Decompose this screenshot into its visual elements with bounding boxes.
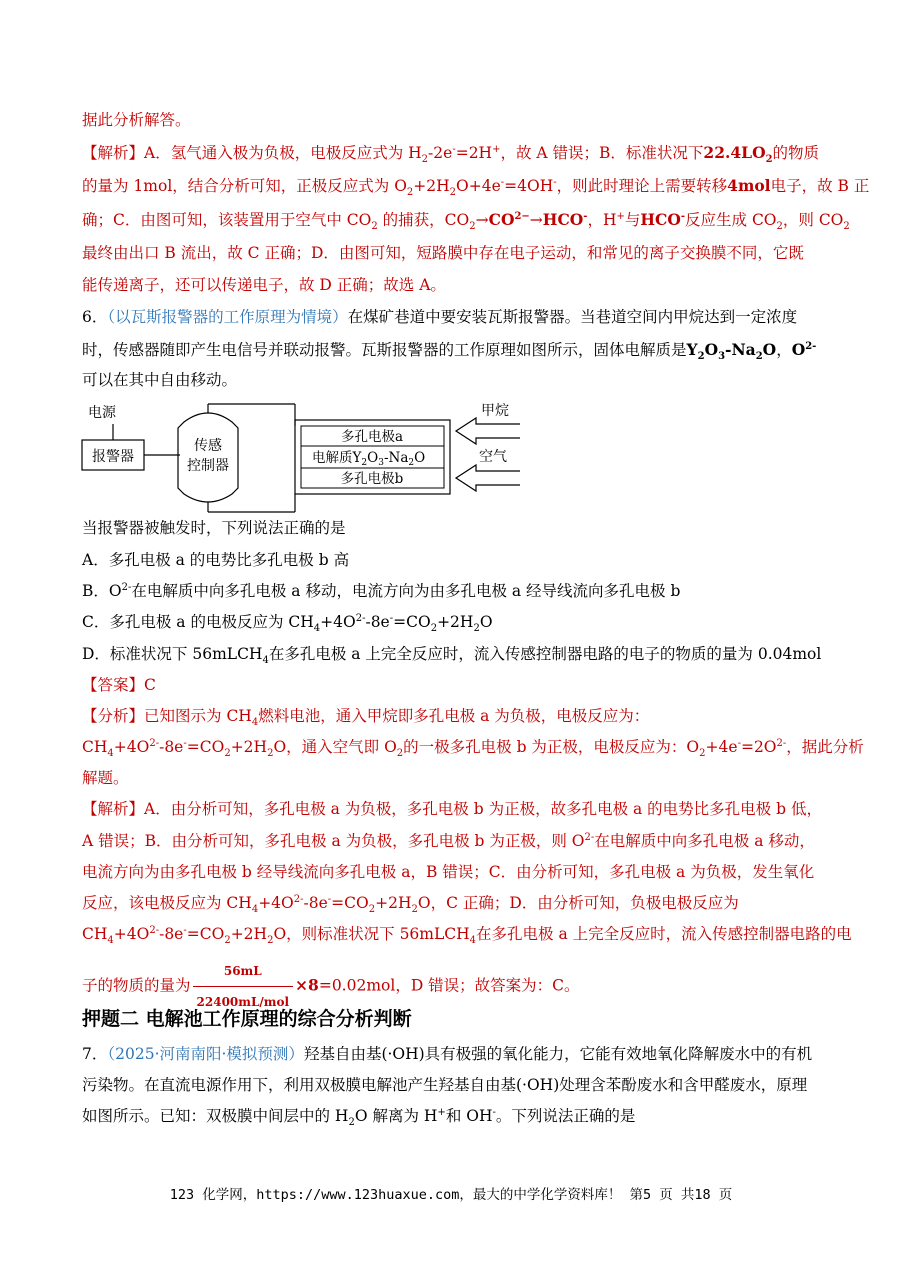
superscript: -: [583, 210, 588, 222]
question-6-stem: [82, 518, 346, 538]
analysis-tag: 【分析】: [82, 707, 145, 725]
superscript: -: [183, 737, 187, 749]
air-label: 空气: [479, 449, 507, 465]
section-heading: 押题二 电解池工作原理的综合分析判断: [82, 1008, 412, 1030]
text: C．多孔电极 a 的电极反应为 CH: [82, 613, 314, 631]
electrode-b-label: 多孔电极b: [340, 471, 404, 487]
subscript: 2: [473, 623, 480, 635]
superscript: 2-: [293, 893, 304, 905]
text: =0.02mol，D 错误；故答案为：C。: [318, 976, 580, 995]
text: ，则 CO: [782, 211, 844, 229]
text: O，则标准状况下 56mLCH: [273, 925, 470, 943]
subscript: 3: [718, 351, 726, 363]
subscript: 2: [755, 351, 763, 363]
text: 据此分析解答。: [82, 111, 191, 129]
superscript: +: [616, 210, 625, 222]
text: +4O: [113, 738, 150, 756]
text: 的捕获，CO: [377, 211, 470, 229]
explanation-line-4: [82, 243, 804, 263]
text: 电流方向为由多孔电极 b 经导线流向多孔电极 a，B 错误；C．由分析可知，多孔电极 a 为负极，发生氧化: [82, 863, 815, 881]
text: O 解离为 H: [354, 1107, 438, 1125]
subscript: 2: [843, 221, 850, 233]
methane-arrow: [456, 418, 520, 444]
text: +2H: [437, 613, 474, 631]
text: 在电解质中向多孔电极 a 移动，电流方向为由多孔电极 a 经导线流向多孔电极 b: [131, 582, 681, 600]
question-7-line-3: [82, 1106, 636, 1129]
superscript: -: [737, 737, 741, 749]
analysis-line-1: [82, 706, 650, 729]
superscript: -: [680, 210, 686, 222]
text: 反应生成 CO: [685, 211, 777, 229]
fraction-denominator: 22400mL/mol: [196, 995, 290, 1009]
text: O: [791, 340, 806, 359]
text: O，C 正确；D．由分析可知，负极电极反应为: [417, 894, 739, 912]
superscript: -: [452, 143, 456, 155]
solution-line-3: [82, 862, 814, 882]
subscript: 2: [430, 623, 438, 635]
text: 子的物质的量为: [82, 976, 191, 995]
superscript: -: [553, 176, 557, 188]
text: =2O: [740, 738, 777, 756]
text: 解题。: [82, 769, 129, 787]
subscript: 2: [421, 154, 429, 166]
text: -8e: [365, 613, 390, 631]
text: =4OH: [504, 177, 554, 195]
subscript: 2: [348, 1117, 355, 1129]
text: 电子，故 B 正: [770, 177, 870, 195]
text: HCO: [542, 210, 584, 229]
text: -2e: [428, 144, 453, 162]
text: A 错误；B．由分析可知，多孔电极 a 为负极，多孔电极 b 为正极，则 O: [82, 832, 585, 850]
fraction-numerator: 56mL: [193, 958, 294, 987]
superscript: 2−: [514, 210, 530, 222]
text: 已知图示为 CH: [144, 707, 252, 725]
subscript: 4: [107, 935, 114, 947]
text: =CO: [186, 738, 225, 756]
text: 羟基自由基(·OH)具有极强的氧化能力，它能有效地氧化降解废水中的有机: [303, 1045, 813, 1063]
text: 的物质: [772, 144, 820, 162]
question-source: （2025·河南南阳·模拟预测）: [107, 1045, 304, 1063]
superscript: -: [327, 893, 332, 905]
superscript: +: [492, 143, 501, 155]
solution-line-1: [82, 799, 822, 819]
question-number: 7．: [82, 1045, 108, 1063]
text: 燃料电池，通入甲烷即多孔电极 a 为负极，电极反应为：: [258, 707, 650, 725]
subscript: 2: [396, 748, 404, 760]
question-6-line-3: [82, 370, 237, 390]
subscript: 2: [224, 935, 231, 947]
text: 。下列说法正确的是: [495, 1107, 636, 1125]
text: O: [479, 613, 493, 631]
subscript: 2: [697, 351, 705, 363]
text: +2H: [230, 738, 268, 756]
subscript: 4: [107, 748, 114, 760]
option-b: [82, 581, 680, 601]
subscript: 4: [469, 935, 477, 947]
text: =2H: [455, 144, 493, 162]
text: O: [762, 340, 777, 359]
text: 时，传感器随即产生电信号并联动报警。瓦斯报警器的工作原理如图所示，固体电解质是: [82, 341, 687, 359]
text: 的一极多孔电极 b 为正极，电极反应为：O: [403, 738, 700, 756]
subscript: 2: [267, 748, 274, 760]
explanation-line-1: [82, 143, 820, 166]
text: →: [529, 211, 543, 229]
subscript: 2: [224, 748, 231, 760]
text: 可以在其中自由移动。: [82, 371, 238, 389]
option-c: [82, 612, 493, 635]
text: 能传递离子，还可以传递电子，故 D 正确；故选 A。: [82, 276, 446, 294]
answer-tag: 【答案】: [82, 676, 145, 694]
superscript: -: [389, 612, 394, 624]
alarm-label: 报警器: [92, 449, 134, 465]
superscript: 2-: [584, 831, 595, 843]
question-6-line-1: [82, 307, 797, 327]
text: A．多孔电极 a 的电势比多孔电极 b 高: [82, 551, 350, 569]
text: 如图所示。已知：双极膜中间层中的 H: [82, 1107, 349, 1125]
superscript: 2-: [149, 737, 160, 749]
text: →: [475, 211, 489, 229]
text: 4mol: [727, 176, 771, 195]
text: B．O: [82, 582, 122, 600]
text: 22.4LO: [703, 143, 766, 162]
superscript: 2-: [355, 612, 366, 624]
text: 与: [624, 211, 641, 229]
subscript: 4: [262, 655, 269, 667]
solution-line-4: [82, 893, 739, 916]
text: 反应，该电极反应为 CH: [82, 894, 252, 912]
text: 在多孔电极 a 上完全反应时，流入传感控制器电路的电: [476, 925, 852, 943]
superscript: 2-: [776, 737, 787, 749]
text: ，则此时理论上需要转移: [556, 177, 728, 195]
text: HCO: [640, 210, 681, 229]
subscript: 2: [699, 748, 706, 760]
solution-tag: 【解析】: [82, 800, 145, 818]
subscript: 2: [371, 221, 378, 233]
subscript: 2: [469, 221, 476, 233]
answer-line: [82, 675, 156, 695]
text: 在煤矿巷道中要安装瓦斯报警器。当巷道空间内甲烷达到一定浓度: [347, 308, 798, 326]
text: -Na: [725, 340, 756, 359]
text: =CO: [186, 925, 225, 943]
sensor-label-1: 传感: [194, 438, 222, 454]
solution-line-2: [82, 831, 815, 851]
question-6-line-2: [82, 340, 817, 363]
text: 和 OH: [445, 1107, 493, 1125]
subscript: 2: [368, 904, 376, 916]
methane-label: 甲烷: [481, 403, 509, 419]
explanation-tag: 【解析】: [82, 144, 145, 162]
superscript: +: [437, 1106, 446, 1118]
text: CH: [82, 738, 108, 756]
text: 确；C．由图可知，该装置用于空气中 CO: [82, 211, 372, 229]
text: +4O: [113, 925, 150, 943]
gas-alarm-diagram: [80, 398, 520, 516]
electrolyte-label: 电解质$Y_2O_3-Na_2O$: [312, 450, 426, 468]
question-number: 6．: [82, 308, 108, 326]
air-arrow: [456, 465, 520, 491]
subscript: 2: [406, 187, 414, 199]
text: A．由分析可知，多孔电极 a 为负极，多孔电极 b 为正极，故多孔电极 a 的电势比多孔电极 b 低，: [144, 800, 822, 818]
text: 最终由出口 B 流出，故 C 正确；D．由图可知，短路膜中存在电子运动，和常见的离子交换膜不同，它既: [82, 244, 804, 262]
question-7-line-1: [82, 1044, 812, 1064]
subscript: 2: [411, 904, 418, 916]
page-footer: 123 化学网，https://www.123huaxue.com，最大的中学化学资料库！ 第5 页 共18 页: [169, 1187, 733, 1203]
text: Y: [686, 340, 698, 359]
explanation-line-5: [82, 275, 446, 295]
text: ，: [776, 341, 792, 359]
text: +2H: [375, 894, 412, 912]
subscript: 4: [251, 717, 259, 729]
superscript: 2-: [121, 581, 132, 593]
power-label: 电源: [88, 405, 116, 421]
text: +4e: [705, 738, 738, 756]
sensor-label-2: 控制器: [187, 458, 229, 474]
text: ，据此分析: [786, 738, 864, 756]
analysis-line-2: [82, 737, 864, 760]
superscript: 2-: [149, 924, 160, 936]
subscript: 4: [313, 623, 321, 635]
text: 当报警器被触发时，下列说法正确的是: [82, 519, 346, 537]
text: ×8: [295, 975, 319, 995]
subscript: 2: [765, 154, 773, 166]
superscript: -: [492, 1106, 496, 1118]
superscript: 2-: [805, 340, 817, 352]
text: =CO: [331, 894, 369, 912]
text: O+4e: [456, 177, 501, 195]
analysis-tail-line: [82, 110, 191, 130]
question-source: （以瓦斯报警器的工作原理为情境）: [107, 308, 348, 326]
option-d: [82, 644, 822, 667]
text: 的量为 1mol，结合分析可知，正极反应式为 O: [82, 177, 407, 195]
text: 在电解质中向多孔电极 a 移动，: [594, 832, 815, 850]
text: =CO: [393, 613, 431, 631]
explanation-line-3: [82, 210, 850, 233]
superscript: -: [500, 176, 505, 188]
text: +4O: [320, 613, 356, 631]
text: O，通入空气即 O: [273, 738, 397, 756]
text: D．标准状况下 56mLCH: [82, 645, 263, 663]
electrode-a-label: 多孔电极a: [340, 429, 404, 445]
text: +2H: [230, 925, 268, 943]
text: -8e: [159, 925, 184, 943]
text: A．氢气通入极为负极，电极反应式为 H: [144, 144, 422, 162]
text: 在多孔电极 a 上完全反应时，流入传感控制器电路的电子的物质的量为 0.04mol: [268, 645, 822, 663]
superscript: -: [183, 924, 187, 936]
explanation-line-2: [82, 176, 870, 199]
text: O: [704, 340, 719, 359]
subscript: 2: [267, 935, 274, 947]
subscript: 4: [251, 904, 259, 916]
question-7-line-2: [82, 1075, 807, 1095]
text: +2H: [413, 177, 450, 195]
option-a: [82, 550, 349, 570]
text: ，故 A 错误；B．标准状况下: [500, 144, 704, 162]
solution-line-5: [82, 924, 852, 947]
text: CH: [82, 925, 108, 943]
text: -8e: [303, 894, 328, 912]
text: +4O: [258, 894, 294, 912]
answer-value: C: [144, 676, 156, 694]
subscript: 2: [776, 221, 783, 233]
text: 污染物。在直流电源作用下，利用双极膜电解池产生羟基自由基(·OH)处理含苯酚废水和含甲醛废水，原理: [82, 1076, 808, 1094]
text: CO: [488, 210, 515, 229]
text: -8e: [159, 738, 184, 756]
subscript: 2: [449, 187, 457, 199]
text: ，H: [587, 211, 617, 229]
analysis-line-3: [82, 768, 129, 788]
